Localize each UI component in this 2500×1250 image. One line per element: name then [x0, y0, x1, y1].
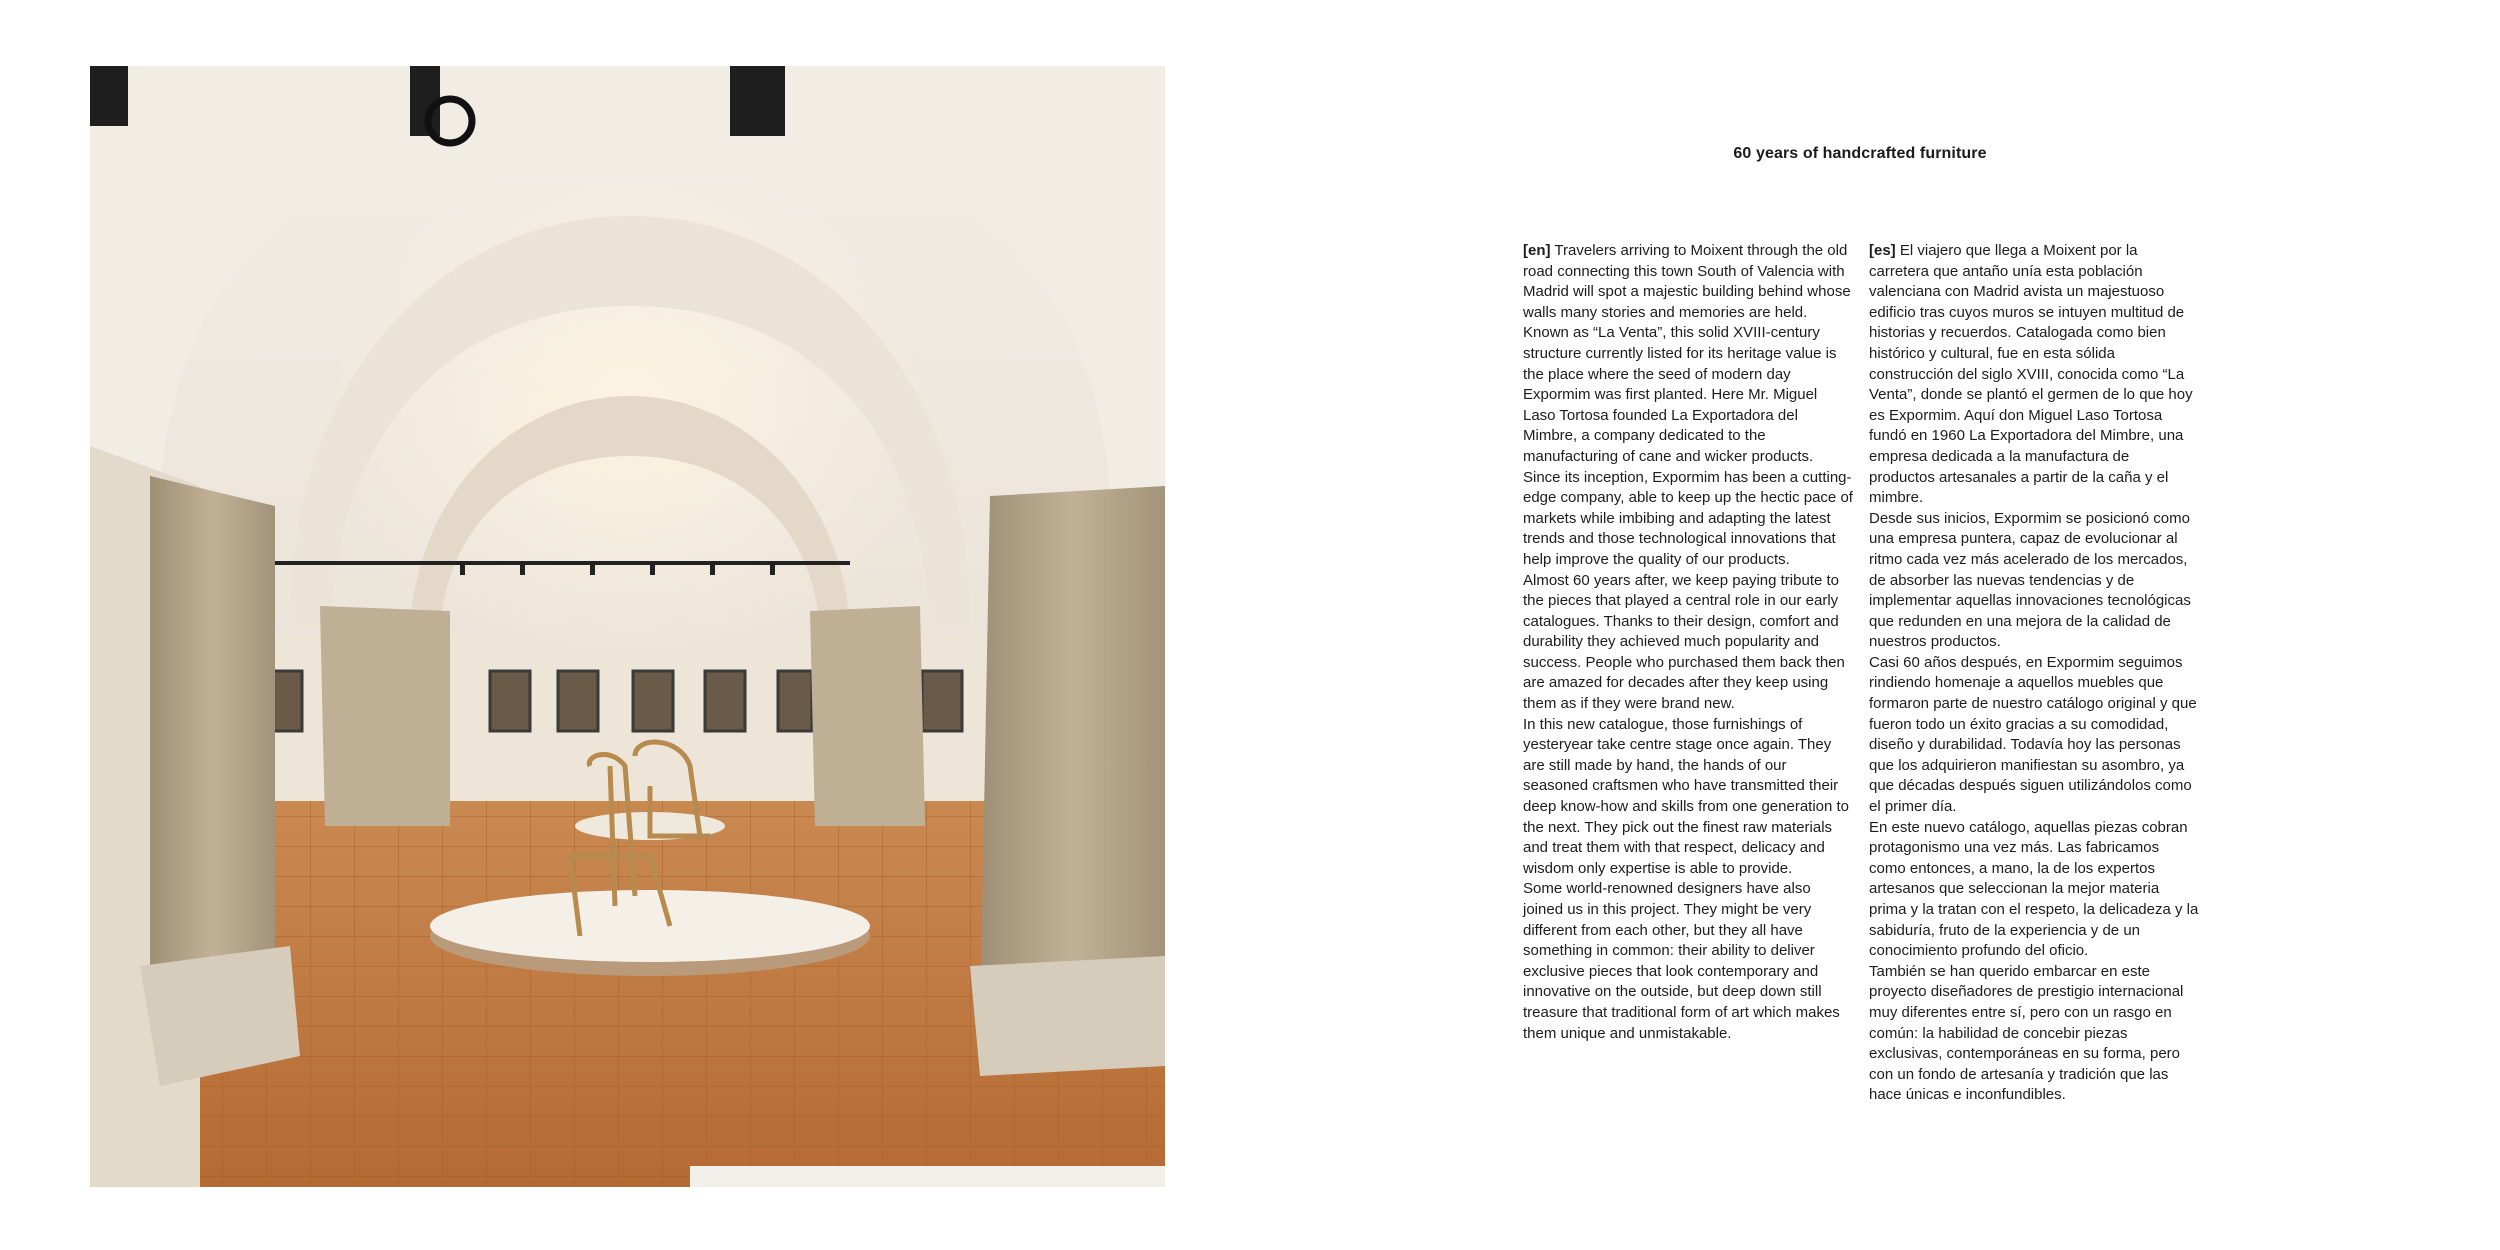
language-tag-es: [es] [1869, 242, 1896, 259]
es-paragraph-3: Casi 60 años después, en Expormim seguimos rindiendo homenaje a aquellos muebles que formaron parte de nuestro catálogo original y que fueron todo un éxito gracias a su comodidad, diseño y durabilidad. Todavía hoy las personas que los adquirieron manifiestan su asombro, ya que décadas después siguen utilizándolos como el primer día. [1869, 653, 2197, 816]
gallery-photo [90, 66, 1165, 1187]
en-paragraph-2: Since its inception, Expormim has been a cutting-edge company, able to keep up the hectic pace of markets while imbibing and adapting the latest trends and those technological innovations that help improve the quality of our products. [1523, 468, 1853, 568]
es-paragraph-2: Desde sus inicios, Expormim se posicionó como una empresa puntera, capaz de evolucionar al ritmo cada vez más acelerado de los mercados, de absorber las nuevas tendencias y de implementar aquellas innovaciones tecnológicas que redunden en una mejora de la calidad de nuestros productos. [1869, 509, 2191, 651]
page-title: 60 years of handcrafted furniture [1733, 145, 1987, 162]
spanish-column [1869, 241, 2199, 1106]
es-paragraph-4: En este nuevo catálogo, aquellas piezas cobran protagonismo una vez más. Las fabricamos como entonces, a mano, la de los expertos artesanos que seleccionan la mejor materia prima y la tratan con el respeto, la delicadeza y la sabiduría, fruto de la experiencia y de un conocimiento profundo del oficio. [1869, 818, 2199, 960]
en-paragraph-1: [en] Travelers arriving to Moixent through the old road connecting this town South of Valencia with Madrid will spot a majestic building behind whose walls many stories and memories are held. Known as “La Venta”, this solid XVIII-century structure currently listed for its heritage value is the place where the seed of modern day Expormim was first planted. Here Mr. Miguel Laso Tortosa founded La Exportadora del Mimbre, a company dedicated to the manufacturing of cane and wicker products. [1523, 242, 1851, 465]
en-paragraph-5: Some world-renowned designers have also joined us in this project. They might be very different from each other, but they all have something in common: their ability to deliver exclusive pieces that look contemporary and innovative on the outside, but deep down still treasure that traditional form of art which makes them unique and unmistakable. [1523, 880, 1840, 1042]
language-tag-en: [en] [1523, 242, 1551, 259]
en-paragraph-4: In this new catalogue, those furnishings of yesteryear take centre stage once again. They are still made by hand, the hands of our seasoned craftsmen who have transmitted their deep know-how and skills from one generation to the next. They pick out the finest raw materials and treat them with that respect, delicacy and wisdom only expertise is able to provide. [1523, 715, 1850, 877]
es-paragraph-5: También se han querido embarcar en este proyecto diseñadores de prestigio internacional muy diferentes entre sí, pero con un rasgo en común: la habilidad de concebir piezas exclusivas, contemporáneas en su forma, pero con un fondo de artesanía y tradición que las hace únicas e inconfundibles. [1869, 962, 2184, 1104]
es-paragraph-1: [es] El viajero que llega a Moixent por la carretera que antaño unía esta población valenciana con Madrid avista un majestuoso edificio tras cuyos muros se intuyen multitud de historias y recuerdos. Catalogada como bien histórico y cultural, fue en esta sólida construcción del siglo XVIII, conocida como “La Venta”, donde se plantó el germen de lo que hoy es Expormim. Aquí don Miguel Laso Tortosa fundó en 1960 La Exportadora del Mimbre, una empresa dedicada a la manufactura de productos artesanales a partir de la caña y el mimbre. [1869, 242, 2193, 507]
english-column [1523, 241, 1853, 1044]
en-paragraph-3: Almost 60 years after, we keep paying tribute to the pieces that played a central role in our early catalogues. Thanks to their design, comfort and durability they achieved much popularity and success. People who purchased them back then are amazed for decades after they keep using them as if they were brand new. [1523, 571, 1845, 713]
